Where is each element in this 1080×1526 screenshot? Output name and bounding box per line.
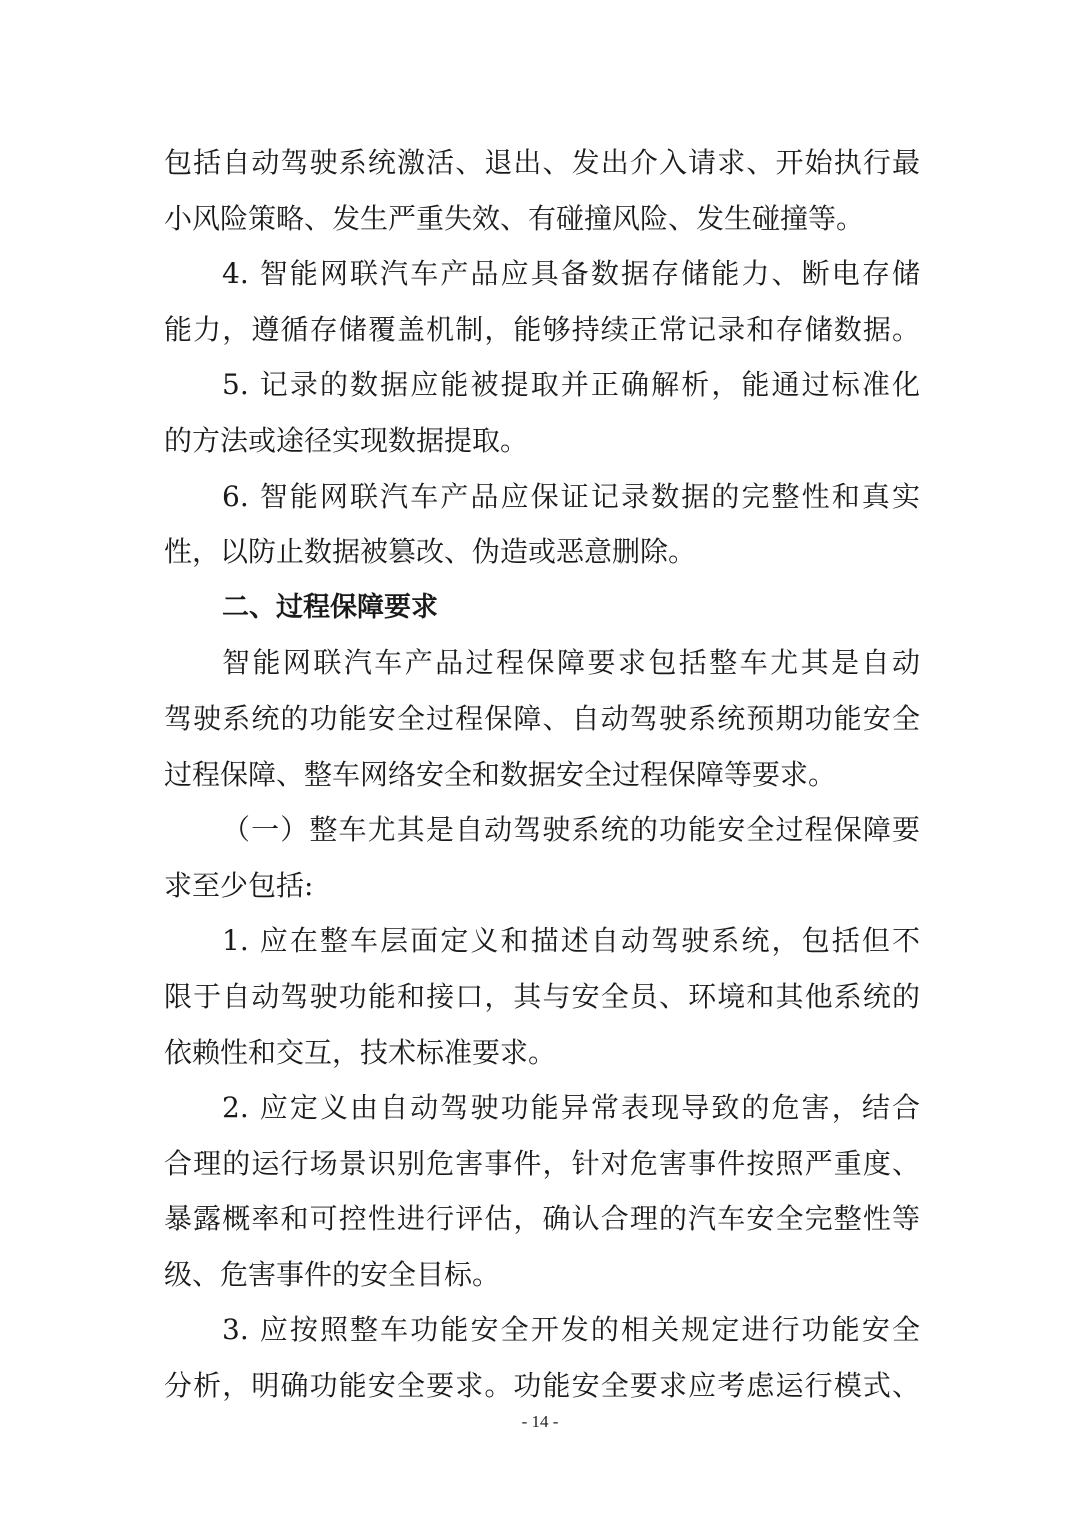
text-line: 能力，遵循存储覆盖机制，能够持续正常记录和存储数据。 (164, 312, 920, 346)
text-line: 1. 应在整车层面定义和描述自动驾驶系统，包括但不 (222, 924, 920, 958)
text-line: 性，以防止数据被篡改、伪造或恶意删除。 (164, 535, 697, 569)
text-line: 限于自动驾驶功能和接口，其与安全员、环境和其他系统的 (164, 979, 920, 1013)
text-line: 包括自动驾驶系统激活、退出、发出介入请求、开始执行最 (164, 146, 920, 179)
text-line: 过程保障、整车网络安全和数据安全过程保障等要求。 (164, 757, 837, 791)
text-line: 5. 记录的数据应能被提取并正确解析，能通过标准化 (222, 368, 920, 402)
text-line: 4. 智能网联汽车产品应具备数据存储能力、断电存储 (222, 257, 920, 291)
text-line: 依赖性和交互，技术标准要求。 (164, 1035, 557, 1069)
text-line: 暴露概率和可控性进行评估，确认合理的汽车安全完整性等 (164, 1202, 920, 1236)
text-line: 2. 应定义由自动驾驶功能异常表现导致的危害，结合 (222, 1091, 920, 1125)
text-line: 智能网联汽车产品过程保障要求包括整车尤其是自动 (222, 646, 920, 680)
text-line: 驾驶系统的功能安全过程保障、自动驾驶系统预期功能安全 (164, 701, 920, 735)
text-line: 小风险策略、发生严重失效、有碰撞风险、发生碰撞等。 (164, 201, 865, 235)
text-line: 的方法或途径实现数据提取。 (164, 423, 529, 457)
text-line: 级、危害事件的安全目标。 (164, 1257, 501, 1291)
text-line: 6. 智能网联汽车产品应保证记录数据的完整性和真实 (222, 479, 920, 513)
subsection-heading: （一）整车尤其是自动驾驶系统的功能安全过程保障要 (222, 813, 920, 847)
text-line: 分析，明确功能安全要求。功能安全要求应考虑运行模式、 (164, 1369, 920, 1403)
section-heading: 二、过程保障要求 (222, 591, 438, 623)
text-line: 合理的运行场景识别危害事件，针对危害事件按照严重度、 (164, 1146, 920, 1180)
text-line: 3. 应按照整车功能安全开发的相关规定进行功能安全 (222, 1313, 920, 1347)
page-number: - 14 - (521, 1412, 559, 1431)
page-body (164, 135, 920, 1414)
text-line: 求至少包括: (164, 868, 314, 902)
